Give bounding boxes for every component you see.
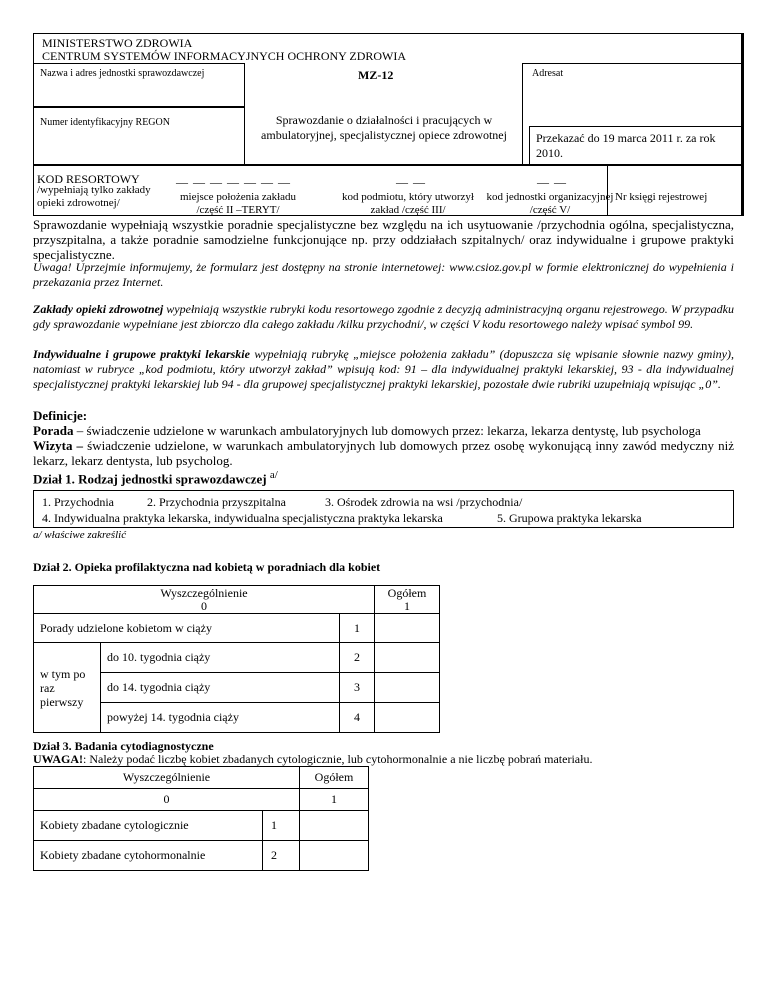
- header-ogolem: Ogółem: [300, 767, 369, 789]
- kod-label-jednostka: kod jednostki organizacyjnej /część V/: [486, 191, 614, 216]
- deadline-text: Przekazać do 19 marca 2011 r. za rok 2010.: [536, 131, 716, 160]
- row-label: Porady udzielone kobietom w ciąży: [34, 614, 340, 643]
- praktyki-paragraph: [33, 347, 734, 392]
- group-label: w tym po raz pierwszy: [34, 643, 101, 733]
- unit-type-osrodek[interactable]: 3. Ośrodek zdrowia na wsi /przychodnia/: [325, 495, 523, 509]
- kod-label-ksiega: Nr księgi rejestrowej: [615, 191, 708, 203]
- section3-table: [33, 766, 369, 871]
- row-label: powyżej 14. tygodnia ciąży: [101, 703, 340, 733]
- kod-dashes-teryt[interactable]: — — — — — — —: [176, 175, 291, 189]
- value-cell[interactable]: [300, 811, 369, 841]
- unit-name-label: Nazwa i adres jednostki sprawozdawczej: [40, 68, 205, 79]
- row-number: 3: [340, 673, 375, 703]
- kod-label-teryt: miejsce położenia zakładu /część II –TERYT/: [179, 191, 297, 216]
- value-cell[interactable]: [375, 703, 440, 733]
- table-row: [34, 841, 369, 871]
- zoz-text: wypełniają wszystkie rubryki kodu resortowego zgodnie z decyzją administracyjną organu rejestrowego. W przypadku gdy sprawozdanie wypełniane jest zbiorczo dla całego zakładu /kilku przychodni/, w części V kodu resortowego należy wpisać symbol 99.: [33, 302, 735, 331]
- header-num-1: 1: [300, 789, 369, 811]
- wizyta-text: świadczenie udzielone, w warunkach ambulatoryjnych lub domowych przez osobę wykonującą inny zawód medyczny niż lekarz, lekarz dentysta, lub psycholog.: [33, 438, 734, 468]
- unit-type-indywidualna[interactable]: 4. Indywidualna praktyka lekarska, indywidualna specjalistyczna praktyka lekarska: [42, 511, 443, 525]
- kod-dashes-jednostka[interactable]: — —: [537, 175, 567, 189]
- header-wyszczegolnienie-label: Wyszczególnienie: [160, 585, 248, 600]
- wizyta-term: Wizyta –: [33, 438, 84, 453]
- kod-label-podmiot: kod podmiotu, który utworzył zakład /część III/: [342, 191, 474, 216]
- row-label: do 14. tygodnia ciąży: [101, 673, 340, 703]
- table-row: [34, 614, 440, 643]
- header-num-0: 0: [34, 789, 300, 811]
- table-header-row: [34, 767, 369, 789]
- intro-paragraph: Sprawozdanie wypełniają wszystkie poradnie specjalistyczne bez względu na ich usytuowanie /przychodnia ogólna, specjalistyczna, przyszpitalna, a także poradnie samodzielne funkcjonujące np. przy oddziałach szpitalnych/ oraz indywidualne i grupowe praktyki specjalistyczne.: [33, 217, 734, 262]
- value-cell[interactable]: [375, 643, 440, 673]
- value-cell[interactable]: [375, 673, 440, 703]
- center-name: CENTRUM SYSTEMÓW INFORMACYJNYCH OCHRONY ZDROWIA: [42, 49, 407, 63]
- row-label: Kobiety zbadane cytologicznie: [34, 811, 263, 841]
- section3-title: Dział 3. Badania cytodiagnostyczne: [33, 739, 214, 753]
- table-row: [34, 811, 369, 841]
- value-cell[interactable]: [375, 614, 440, 643]
- form-code: MZ-12: [358, 68, 394, 82]
- section1-title-text: Dział 1. Rodzaj jednostki sprawozdawczej: [33, 471, 267, 487]
- warning-text: : Należy podać liczbę kobiet zbadanych cytologicznie, lub cytohormonalnie a nie liczbę pobrań materiału.: [83, 752, 593, 766]
- definitions-title: Definicje:: [33, 408, 88, 423]
- kod-note: /wypełniają tylko zakłady opieki zdrowotnej/: [37, 184, 151, 209]
- addressee-label: Adresat: [532, 68, 564, 79]
- row-number: 4: [340, 703, 375, 733]
- unit-type-przychodnia[interactable]: 1. Przychodnia: [42, 495, 114, 509]
- section1-footnote-marker: a/: [269, 469, 278, 481]
- unit-type-przyszpitalna[interactable]: 2. Przychodnia przyszpitalna: [147, 495, 286, 509]
- header-ogolem-num: 1: [404, 598, 410, 613]
- regon-label: Numer identyfikacyjny REGON: [40, 117, 170, 128]
- row-label: do 10. tygodnia ciąży: [101, 643, 340, 673]
- row-number: 2: [263, 841, 300, 871]
- kod-dashes-podmiot[interactable]: — —: [396, 175, 426, 189]
- porada-term: Porada: [33, 423, 74, 438]
- intro-notice: Uwaga! Uprzejmie informujemy, że formularz jest dostępny na stronie internetowej: www.csioz.gov.pl w formie elektronicznej do wypełnienia i przekazania przez Internet.: [33, 260, 734, 289]
- header-ogolem: [375, 586, 440, 614]
- section3-warning: [33, 752, 748, 766]
- row-label: Kobiety zbadane cytohormonalnie: [34, 841, 263, 871]
- header-wyszczegolnienie: [34, 586, 375, 614]
- definition-porada: [33, 423, 734, 438]
- unit-type-grupowa[interactable]: 5. Grupowa praktyka lekarska: [497, 511, 642, 525]
- section1-title: [33, 468, 278, 486]
- ministry-name: MINISTERSTWO ZDROWIA: [42, 36, 193, 50]
- definition-wizyta: [33, 438, 734, 468]
- header-wyszczegolnienie: Wyszczególnienie: [34, 767, 300, 789]
- table-row: [34, 643, 440, 673]
- regon-field[interactable]: [33, 107, 245, 166]
- praktyki-text: wypełniają rubrykę „miejsce położenia zakładu” (dopuszcza się wpisanie słownie nazwy gminy), natomiast w rubryce „kod podmiotu, który utworzył zakład” wpisują kod: 91 – dla indywidualnej praktyki lekarskiej, 93 - dla indywidualnej specjalistycznej praktyki lekarskiej lub 94 - dla grupowej specjalistycznej praktyki lekarskiej, pozostałe dwie rubriki uzupełniają wpisując „0”.: [33, 347, 734, 391]
- section1-footnote: a/ właściwe zakreślić: [33, 529, 127, 541]
- zoz-paragraph: [33, 302, 734, 332]
- praktyki-term: Indywidualne i grupowe praktyki lekarskie: [33, 347, 250, 361]
- header-ogolem-label: Ogółem: [387, 585, 427, 600]
- section2-table: [33, 585, 440, 733]
- porada-text: – świadczenie udzielone w warunkach ambulatoryjnych lub domowych przez: lekarza, lekarza dentystę, lub psychologa: [73, 423, 701, 438]
- table-header-row: [34, 789, 369, 811]
- table-header-row: [34, 586, 440, 614]
- header-wyszczegolnienie-num: 0: [201, 598, 207, 613]
- report-title: Sprawozdanie o działalności i pracujących w ambulatoryjnej, specjalistycznej opiece zdrowotnej: [261, 113, 507, 142]
- row-number: 2: [340, 643, 375, 673]
- row-number: 1: [263, 811, 300, 841]
- section2-title: Dział 2. Opieka profilaktyczna nad kobietą w poradniach dla kobiet: [33, 560, 381, 574]
- kod-title: KOD RESORTOWY: [37, 172, 140, 186]
- warning-term: UWAGA!: [33, 752, 83, 766]
- row-number: 1: [340, 614, 375, 643]
- zoz-term: Zakłady opieki zdrowotnej: [33, 302, 164, 316]
- value-cell[interactable]: [300, 841, 369, 871]
